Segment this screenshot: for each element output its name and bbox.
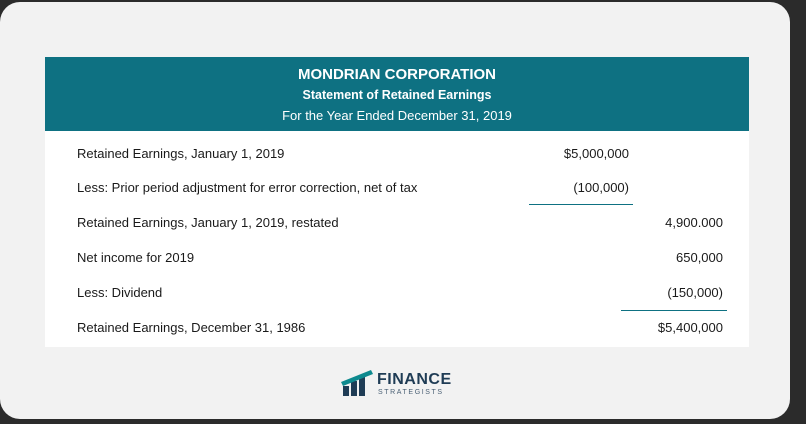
row-label: Retained Earnings, December 31, 1986 bbox=[77, 320, 306, 335]
statement-header bbox=[45, 57, 749, 131]
content-card bbox=[0, 2, 790, 419]
row-label: Net income for 2019 bbox=[77, 250, 195, 265]
table-row bbox=[45, 136, 749, 170]
table-row bbox=[45, 240, 749, 274]
retained-earnings-statement bbox=[45, 57, 749, 347]
table-row bbox=[45, 205, 749, 239]
logo-tagline: STRATEGISTS bbox=[378, 389, 444, 396]
row-label: Less: Prior period adjustment for error correction, net of tax bbox=[77, 180, 418, 195]
row-amount-col1: (100,000) bbox=[573, 180, 629, 195]
row-amount-col2: (150,000) bbox=[667, 285, 723, 300]
logo-name: FINANCE bbox=[377, 371, 452, 388]
statement-period: For the Year Ended December 31, 2019 bbox=[282, 108, 512, 123]
table-row bbox=[45, 275, 749, 309]
row-amount-col2: $5,400,000 bbox=[657, 320, 723, 335]
finance-strategists-logo bbox=[341, 368, 463, 398]
company-name: MONDRIAN CORPORATION bbox=[297, 66, 497, 83]
row-label: Retained Earnings, January 1, 2019 bbox=[77, 146, 285, 161]
row-label: Less: Dividend bbox=[77, 285, 163, 300]
row-amount-col2: 650,000 bbox=[676, 250, 723, 265]
logo-mark-icon bbox=[341, 368, 375, 396]
row-amount-col2: 4,900.000 bbox=[665, 215, 723, 230]
row-amount-col1: $5,000,000 bbox=[563, 146, 629, 161]
table-row bbox=[45, 310, 749, 344]
table-row bbox=[45, 170, 749, 204]
statement-title: Statement of Retained Earnings bbox=[302, 88, 492, 102]
row-label: Retained Earnings, January 1, 2019, restated bbox=[77, 215, 339, 230]
